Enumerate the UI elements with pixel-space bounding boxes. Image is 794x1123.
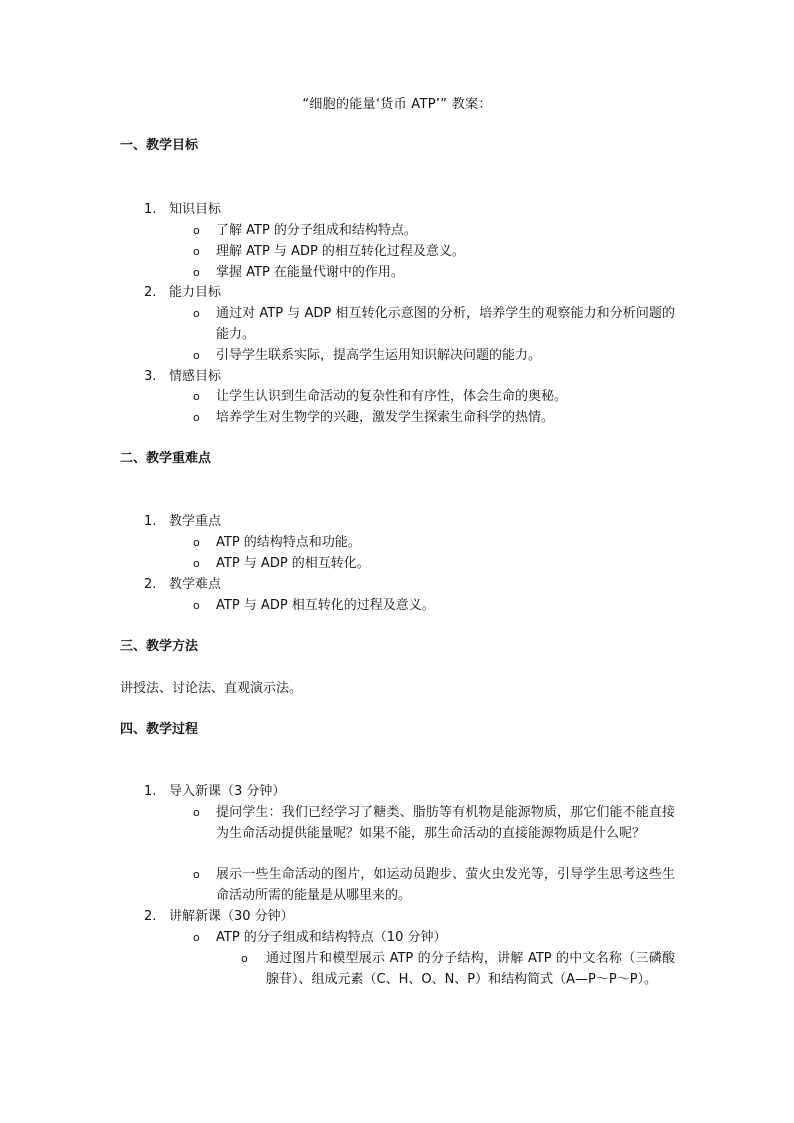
bullet-text: 通过图片和模型展示 ATP 的分子结构，讲解 ATP 的中文名称（三磷酸腺苷）、组成元素（C、H、O、N、P）和结构简式（A—P～P～P）。 [266, 951, 675, 987]
list-number: 1. [144, 784, 157, 799]
bullet-text: 引导学生联系实际，提高学生运用知识解决问题的能力。 [216, 348, 542, 363]
bullet-text: 理解 ATP 与 ADP 的相互转化过程及意义。 [216, 244, 465, 259]
bullet-icon: o [193, 245, 200, 258]
list-label: 教学难点 [169, 577, 222, 592]
bullet-icon: o [241, 952, 248, 965]
bullet-text: 让学生认识到生命活动的复杂性和有序性，体会生命的奥秘。 [216, 389, 568, 404]
bullet-icon: o [193, 536, 200, 549]
bullet-item [193, 241, 675, 262]
bullet-item [193, 864, 675, 906]
bullet-text: 展示一些生命活动的图片，如运动员跑步、萤火虫发光等，引导学生思考这些生命活动所需的能量是从哪里来的。 [216, 867, 675, 903]
list-label: 教学重点 [169, 514, 222, 529]
bullet-item [193, 802, 675, 844]
section-heading-objectives: 一、教学目标 [120, 138, 199, 153]
section-heading-key-points: 二、教学重难点 [120, 451, 212, 466]
bullet-icon: o [193, 307, 200, 320]
sub-bullet-item [241, 948, 675, 990]
bullet-item [193, 927, 675, 948]
bullet-item [193, 220, 675, 241]
bullet-text: 掌握 ATP 在能量代谢中的作用。 [216, 265, 404, 280]
bullet-item [193, 303, 675, 345]
document-title: “细胞的能量‘货币 ATP’” 教案： [302, 97, 492, 112]
bullet-icon: o [193, 266, 200, 279]
list-number: 2. [144, 577, 157, 592]
bullet-item [193, 262, 675, 283]
bullet-icon: o [193, 411, 200, 424]
list-number: 1. [144, 514, 157, 529]
bullet-item [193, 386, 675, 407]
bullet-item [193, 595, 675, 616]
bullet-text: 提问学生：我们已经学习了糖类、脂肪等有机物是能源物质，那它们能不能直接为生命活动提供能量呢？如果不能，那生命活动的直接能源物质是什么呢？ [216, 805, 675, 841]
list-label: 能力目标 [169, 285, 222, 300]
bullet-text: ATP 与 ADP 的相互转化。 [216, 556, 370, 571]
list-label: 导入新课（3 分钟） [169, 784, 286, 799]
bullet-text: ATP 的结构特点和功能。 [216, 535, 361, 550]
list-number: 2. [144, 909, 157, 924]
section-heading-process: 四、教学过程 [120, 722, 199, 737]
bullet-icon: o [193, 224, 200, 237]
bullet-icon: o [193, 599, 200, 612]
bullet-item [193, 553, 675, 574]
bullet-icon: o [193, 868, 200, 881]
bullet-icon: o [193, 806, 200, 819]
bullet-item [193, 407, 675, 428]
bullet-text: 通过对 ATP 与 ADP 相互转化示意图的分析，培养学生的观察能力和分析问题的能力。 [216, 306, 675, 342]
section-heading-methods: 三、教学方法 [120, 639, 199, 654]
bullet-item [193, 532, 675, 553]
bullet-text: 培养学生对生物学的兴趣，激发学生探索生命科学的热情。 [216, 410, 555, 425]
list-number: 2. [144, 285, 157, 300]
bullet-icon: o [193, 349, 200, 362]
bullet-icon: o [193, 931, 200, 944]
bullet-item [193, 345, 675, 366]
list-number: 3. [144, 369, 157, 384]
bullet-text: 了解 ATP 的分子组成和结构特点。 [216, 223, 417, 238]
list-label: 情感目标 [169, 369, 222, 384]
bullet-icon: o [193, 390, 200, 403]
bullet-text: ATP 的分子组成和结构特点（10 分钟） [216, 930, 447, 945]
list-number: 1. [144, 202, 157, 217]
list-label: 知识目标 [169, 202, 222, 217]
bullet-text: ATP 与 ADP 相互转化的过程及意义。 [216, 598, 435, 613]
list-label: 讲解新课（30 分钟） [169, 909, 294, 924]
methods-paragraph: 讲授法、讨论法、直观演示法。 [120, 681, 303, 696]
bullet-icon: o [193, 557, 200, 570]
